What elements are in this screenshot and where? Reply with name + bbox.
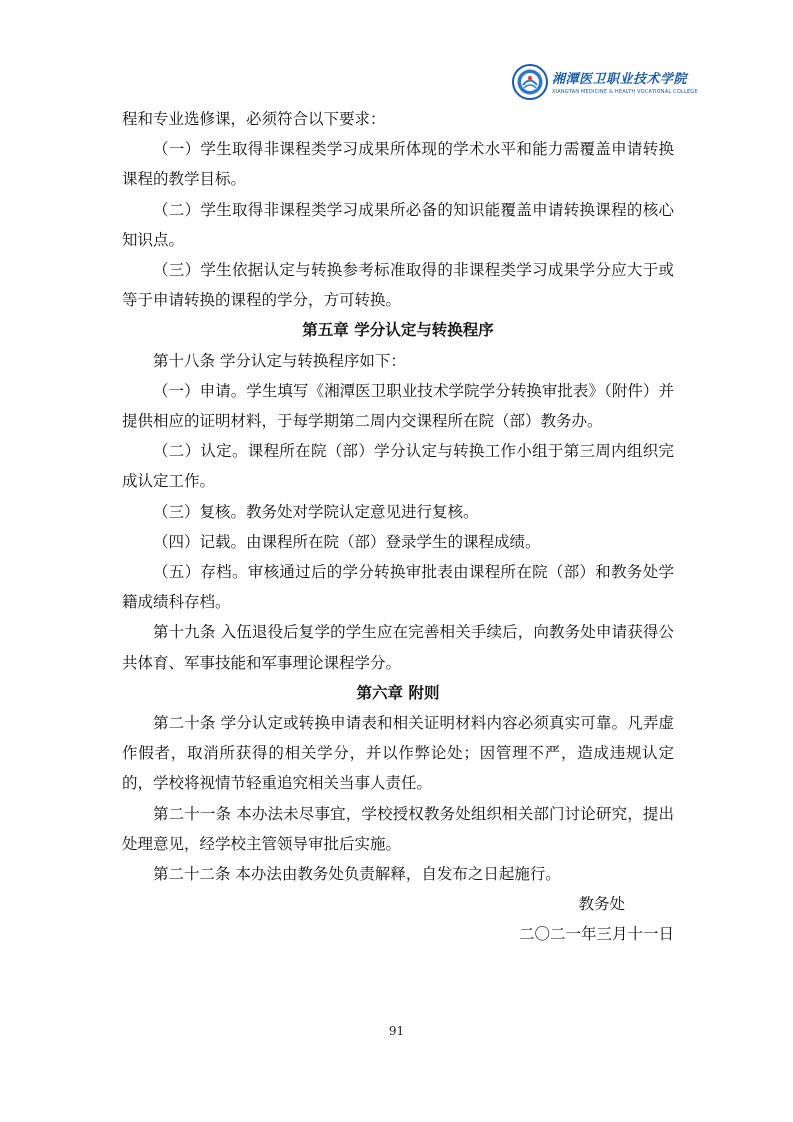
article: 第二十二条 本办法由教务处负责解释，自发布之日起施行。 bbox=[153, 865, 561, 884]
signature-office: 教务处 bbox=[578, 895, 625, 914]
article: 第十九条 入伍退役后复学的学生应在完善相关手续后，向教务处申请获得公共体育、军事技能和军事理论课程学分。 bbox=[122, 623, 674, 672]
article-item: （三）复核。教务处对学院认定意见进行复核。 bbox=[153, 502, 479, 521]
article: 第二十一条 本办法未尽事宜，学校授权教务处组织相关部门讨论研究，提出处理意见，经学校主管领导审批后实施。 bbox=[122, 804, 674, 853]
article-item: （二）认定。课程所在院（部）学分认定与转换工作小组于第三周内组织完成认定工作。 bbox=[122, 442, 674, 491]
article-item: （五）存档。审核通过后的学分转换审批表由课程所在院（部）和教务处学籍成绩科存档。 bbox=[122, 563, 674, 612]
signature-date: 二〇二一年三月十一日 bbox=[518, 925, 674, 944]
college-logo bbox=[512, 64, 698, 104]
paragraph: （二）学生取得非课程类学习成果所必备的知识能覆盖申请转换课程的核心知识点。 bbox=[122, 200, 674, 249]
college-emblem-icon bbox=[512, 64, 548, 100]
document-body bbox=[122, 104, 674, 950]
page-number: 91 bbox=[388, 1024, 405, 1038]
chapter-heading: 第五章 学分认定与转换程序 bbox=[302, 321, 494, 340]
chapter-heading: 第六章 附则 bbox=[356, 683, 440, 702]
paragraph: 程和专业选修课，必须符合以下要求： bbox=[122, 110, 386, 128]
article: 第二十条 学分认定或转换申请表和相关证明材料内容必须真实可靠。凡弄虚作假者，取消所获得的相关学分，并以作弊论处；因管理不严，造成违规认定的，学校将视情节轻重追究相关当事人责任。 bbox=[122, 714, 674, 793]
logo-chinese-name: 湘潭医卫职业技术学院 bbox=[552, 72, 688, 87]
logo-english-name: XIANGTAN MEDICINE & HEALTH VOCATIONAL COLLEGE bbox=[552, 89, 698, 95]
article: 第十八条 学分认定与转换程序如下： bbox=[153, 351, 406, 370]
paragraph: （三）学生依据认定与转换参考标准取得的非课程类学习成果学分应大于或等于申请转换的课程的学分，方可转换。 bbox=[122, 261, 674, 310]
paragraph: （一）学生取得非课程类学习成果所体现的学术水平和能力需覆盖申请转换课程的教学目标。 bbox=[122, 140, 674, 189]
article-item: （四）记载。由课程所在院（部）登录学生的课程成绩。 bbox=[153, 532, 541, 551]
article-item: （一）申请。学生填写《湘潭医卫职业技术学院学分转换审批表》（附件）并提供相应的证明材料，于每学期第二周内交课程所在院（部）教务办。 bbox=[122, 381, 674, 431]
